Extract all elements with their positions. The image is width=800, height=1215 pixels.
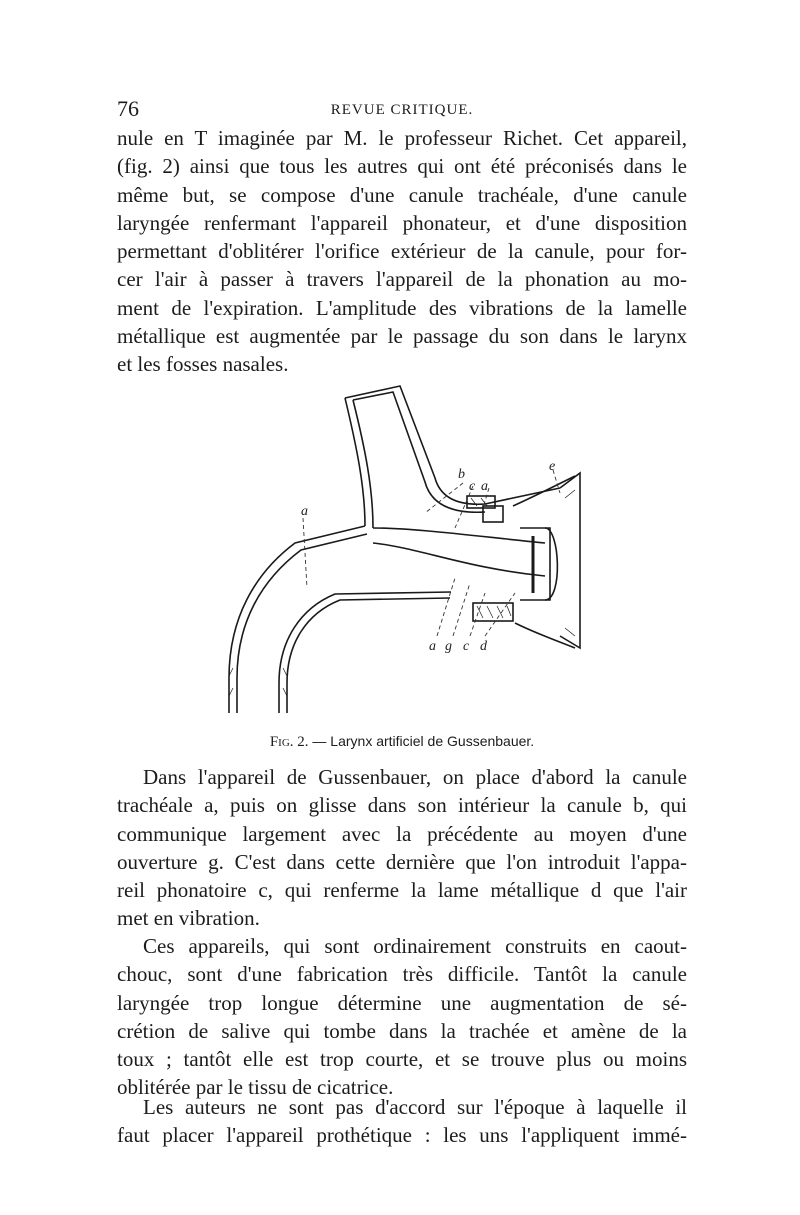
text-line: (fig. 2) ainsi que tous les autres qui ont été préconisés dans le [117,154,687,179]
label-g: g [445,639,452,654]
text-line: permettant d'oblitérer l'orifice extérieur de la canule, pour for- [117,239,687,264]
page-number: 76 [117,96,139,121]
label-b: b [458,467,465,482]
text-line: faut placer l'appareil prothétique : les uns l'appliquent immé- [117,1123,687,1148]
paragraph-3 [117,932,687,1102]
page-header [117,96,687,126]
text-line: trachéale a, puis on glisse dans son intérieur la canule b, qui [117,793,687,818]
text-line: met en vibration. [117,906,260,931]
label-d: d [480,639,487,654]
text-line: cer l'air à passer à travers l'appareil de la phonation au mo- [117,267,687,292]
text-line: ouverture g. C'est dans cette dernière que l'on introduit l'appa- [117,849,687,874]
text-line: Les auteurs ne sont pas d'accord sur l'époque à laquelle il [143,1095,687,1119]
label-a-top: a [481,479,488,494]
text-line: métallique est augmentée par le passage du son dans le larynx [117,324,687,349]
text-line: toux ; tantôt elle est trop courte, et se trouve plus ou moins [117,1047,687,1072]
text-line: reil phonatoire c, qui renferme la lame métallique d que l'air [117,878,687,903]
figure-caption [117,733,687,751]
caption-dash: — [312,733,327,749]
text-line: communique largement avec la précédente au moyen d'une [117,821,687,846]
caption-label: Fig. 2. [269,734,309,750]
paragraph-1 [117,124,687,379]
text-line: ment de l'expiration. L'amplitude des vibrations de la lamelle [117,295,687,320]
text-line: et les fosses nasales. [117,352,289,377]
text-line: chouc, sont d'une fabrication très difficile. Tantôt la canule [117,962,687,987]
text-line: laryngée renfermant l'appareil phonateur, et d'une disposition [117,210,687,235]
running-title: REVUE CRITIQUE. [330,102,474,118]
figure-larynx-illustration [215,378,585,738]
label-c-top: c [469,479,476,494]
text-line: oblitérée par le tissu de cicatrice. [117,1075,394,1100]
paragraph-4 [117,1093,687,1150]
paragraph-2 [117,763,687,933]
text-line: Dans l'appareil de Gussenbauer, on place d'abord la canule [143,765,687,789]
caption-text: Larynx artificiel de Gussenbauer. [330,733,535,749]
label-a-bottom: a [429,639,436,654]
label-a-left: a [301,504,308,519]
larynx-drawing [215,378,585,738]
label-e: e [549,459,556,474]
label-c-bottom: c [463,639,470,654]
text-line: Ces appareils, qui sont ordinairement construits en caout- [143,934,687,958]
text-line: nule en T imaginée par M. le professeur Richet. Cet appareil, [117,126,687,150]
text-line: crétion de salive qui tombe dans la trachée et amène de la [117,1018,687,1043]
text-line: même but, se compose d'une canule trachéale, d'une canule [117,182,687,207]
text-line: laryngée trop longue détermine une augmentation de sé- [117,990,687,1015]
